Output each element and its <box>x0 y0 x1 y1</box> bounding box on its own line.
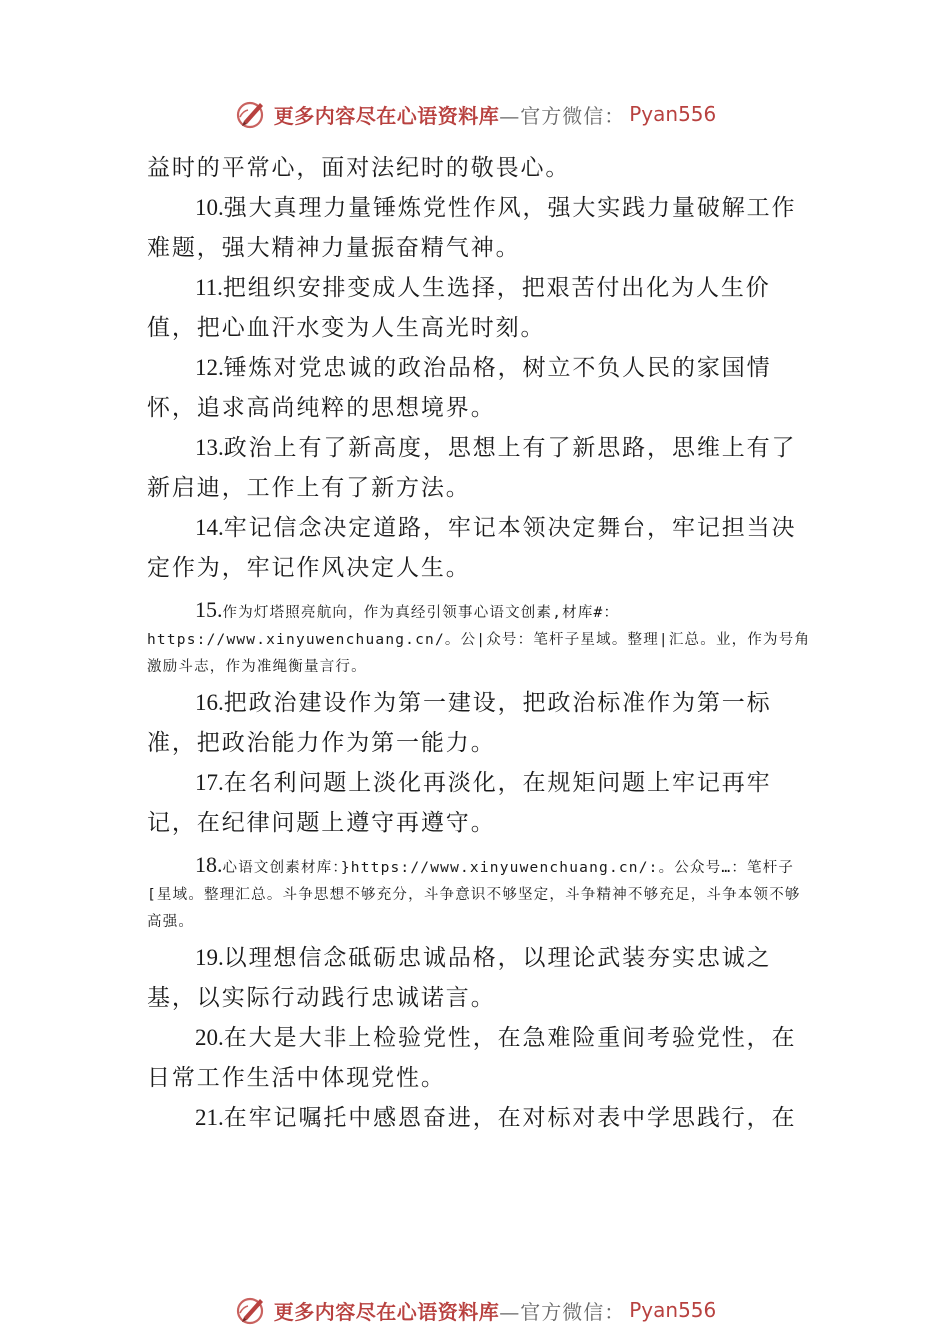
item-number: 21. <box>195 1105 224 1130</box>
list-item <box>147 428 811 508</box>
item-number: 17. <box>195 770 224 795</box>
list-item <box>147 188 811 268</box>
item-text: 锤炼对党忠诚的政治品格，树立不负人民的家国情怀，追求高尚纯粹的思想境界。 <box>147 355 772 421</box>
list-item <box>147 508 811 588</box>
item-text: 作为灯塔照亮航向，作为真经引领事心语文创素,材库#：https://www.xinyuwenchuang.cn/。公|众号：笔杆子星域。整理|汇总。业，作为号角激励斗志，作为准绳衡量言行。 <box>147 605 811 675</box>
list-item <box>147 683 811 763</box>
item-text: 把政治建设作为第一建设，把政治标准作为第一标准，把政治能力作为第一能力。 <box>147 690 772 756</box>
item-text: 以理想信念砥砺忠诚品格，以理论武装夯实忠诚之基，以实际行动践行忠诚诺言。 <box>147 945 772 1011</box>
list-item <box>147 1018 811 1098</box>
list-item-small <box>147 588 811 683</box>
item-number: 18. <box>195 852 223 877</box>
item-number: 13. <box>195 435 224 460</box>
banner-official-label: —官方微信： <box>499 1299 626 1324</box>
paragraph-continued <box>147 148 811 188</box>
item-number: 12. <box>195 355 224 380</box>
banner-library-text: 更多内容尽在心语资料库 <box>273 103 500 128</box>
pen-logo-icon <box>234 1293 268 1327</box>
list-item-small <box>147 843 811 938</box>
item-text: 把组织安排变成人生选择，把艰苦付出化为人生价值，把心血汗水变为人生高光时刻。 <box>147 275 771 341</box>
footer-banner <box>0 1290 950 1330</box>
item-number: 11. <box>195 275 223 300</box>
item-number: 15. <box>195 597 223 622</box>
banner-library-text: 更多内容尽在心语资料库 <box>273 1299 500 1324</box>
list-item <box>147 763 811 843</box>
item-text: 在名利问题上淡化再淡化，在规矩问题上牢记再牢记，在纪律问题上遵守再遵守。 <box>147 770 772 836</box>
item-text: 在牢记嘱托中感恩奋进，在对标对表中学思践行，在 <box>223 1105 797 1131</box>
item-text: 心语文创素材库：}https://www.xinyuwenchuang.cn/:。公众号…：笔杆子[星域。整理汇总。斗争思想不够充分，斗争意识不够坚定，斗争精神不够充足，斗争本领不够高强。 <box>147 860 801 930</box>
item-text: 在大是大非上检验党性，在急难险重间考验党性，在日常工作生活中体现党性。 <box>147 1025 797 1091</box>
banner-wechat-id: Pyan556 <box>629 1298 717 1322</box>
banner-wechat-id: Pyan556 <box>629 102 717 126</box>
item-number: 19. <box>195 945 224 970</box>
pen-logo-icon <box>234 97 268 131</box>
item-text: 政治上有了新高度，思想上有了新思路，思维上有了新启迪，工作上有了新方法。 <box>147 435 797 501</box>
header-banner <box>0 94 950 134</box>
item-text: 强大真理力量锤炼党性作风，强大实践力量破解工作难题，强大精神力量振奋精气神。 <box>147 195 797 261</box>
list-item <box>147 268 811 348</box>
list-item <box>147 348 811 428</box>
banner-official-label: —官方微信： <box>499 103 626 128</box>
item-number: 14. <box>195 515 224 540</box>
list-item <box>147 1098 811 1138</box>
item-number: 10. <box>195 195 224 220</box>
item-number: 20. <box>195 1025 224 1050</box>
item-number: 16. <box>195 690 224 715</box>
list-item <box>147 938 811 1018</box>
paragraph-text: 益时的平常心，面对法纪时的敬畏心。 <box>147 155 571 181</box>
item-text: 牢记信念决定道路，牢记本领决定舞台，牢记担当决定作为，牢记作风决定人生。 <box>147 515 797 581</box>
document-body <box>147 148 811 1138</box>
